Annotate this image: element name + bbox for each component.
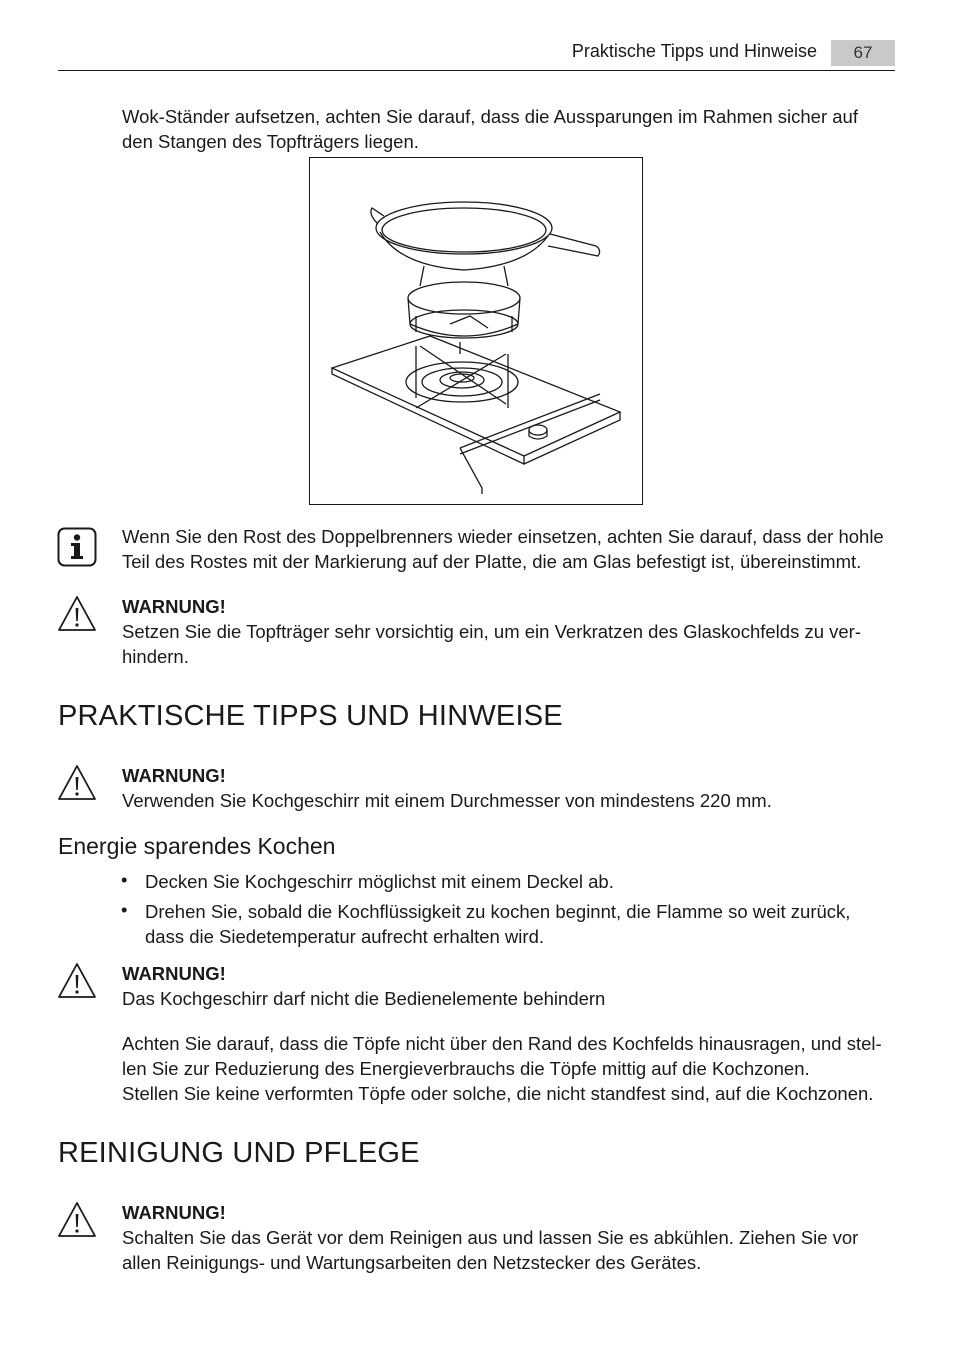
warning-text-line-1: Setzen Sie die Topfträger sehr vorsichtig ein, um ein Verkratzen des Glaskochfelds zu ver- — [122, 621, 861, 642]
warning-triangle-icon — [57, 594, 97, 634]
wok-cooktop-drawing — [310, 158, 642, 504]
bullet-item-2-line-1: Drehen Sie, sobald die Kochflüssigkeit zu kochen beginnt, die Flamme so weit zurück, — [145, 901, 851, 922]
warning-text: Das Kochgeschirr darf nicht die Bedienelemente behindern — [122, 988, 606, 1009]
section-heading-cleaning: REINIGUNG UND PFLEGE — [58, 1137, 420, 1169]
warning-title: WARNUNG! — [122, 1202, 226, 1223]
intro-line-1: Wok-Ständer aufsetzen, achten Sie darauf, dass die Aussparungen im Rahmen sicher auf — [122, 106, 858, 127]
subheading-energy: Energie sparendes Kochen — [58, 833, 336, 859]
info-icon — [57, 527, 97, 567]
bullet-marker: • — [121, 869, 128, 890]
wok-stand-illustration — [309, 157, 643, 505]
warning-triangle-icon — [57, 1200, 97, 1240]
warning-text-line-2: hindern. — [122, 646, 189, 667]
paragraph-line-3: Stellen Sie keine verformten Töpfe oder solche, die nicht standfest sind, auf die Kochzonen. — [122, 1083, 874, 1104]
paragraph-line-2: len Sie zur Reduzierung des Energieverbrauchs die Töpfe mittig auf die Kochzonen. — [122, 1058, 810, 1079]
warning-text-line-1: Schalten Sie das Gerät vor dem Reinigen aus und lassen Sie es abkühlen. Ziehen Sie vor — [122, 1227, 859, 1248]
warning-title: WARNUNG! — [122, 963, 226, 984]
paragraph-line-1: Achten Sie darauf, dass die Töpfe nicht über den Rand des Kochfelds hinausragen, und stel- — [122, 1033, 882, 1054]
header-divider — [58, 70, 895, 71]
bullet-item-2-line-2: dass die Siedetemperatur aufrecht erhalten wird. — [145, 926, 544, 947]
intro-line-2: den Stangen des Topfträgers liegen. — [122, 131, 419, 152]
warning-text: Verwenden Sie Kochgeschirr mit einem Durchmesser von mindestens 220 mm. — [122, 790, 772, 811]
page-number: 67 — [831, 40, 895, 66]
warning-triangle-icon — [57, 763, 97, 803]
warning-text-line-2: allen Reinigungs- und Wartungsarbeiten den Netzstecker des Gerätes. — [122, 1252, 702, 1273]
warning-title: WARNUNG! — [122, 765, 226, 786]
warning-triangle-icon — [57, 961, 97, 1001]
bullet-item-1: Decken Sie Kochgeschirr möglichst mit einem Deckel ab. — [145, 871, 614, 892]
section-heading-tips: PRAKTISCHE TIPPS UND HINWEISE — [58, 700, 563, 732]
running-header-title: Praktische Tipps und Hinweise — [571, 41, 817, 61]
info-note-line-2: Teil des Rostes mit der Markierung auf der Platte, die am Glas befestigt ist, übereinstimmt. — [122, 551, 862, 572]
warning-title: WARNUNG! — [122, 596, 226, 617]
bullet-marker: • — [121, 899, 128, 920]
info-note-line-1: Wenn Sie den Rost des Doppelbrenners wieder einsetzen, achten Sie darauf, dass der hohle — [122, 526, 884, 547]
